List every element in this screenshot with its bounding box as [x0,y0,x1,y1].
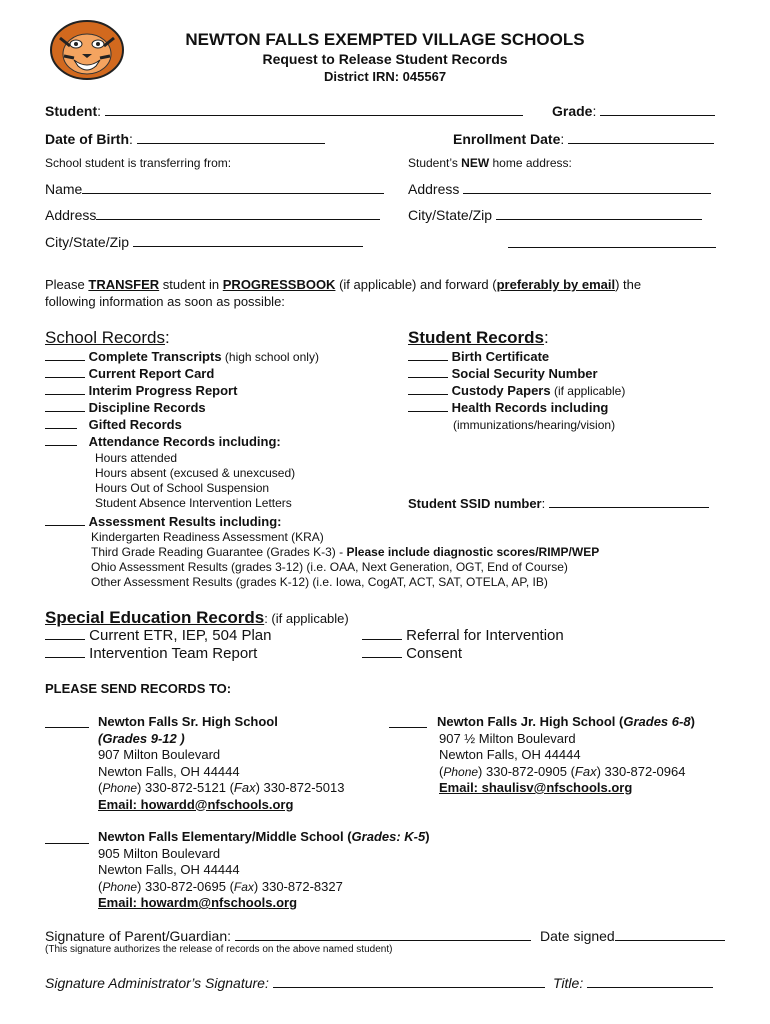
record-label: Current Report Card [88,366,215,381]
elementary-address [98,829,430,912]
elementary-name-text: Newton Falls Elementary/Middle School ( [98,829,352,844]
parent-signature-blank[interactable] [235,939,531,941]
student-record-item[interactable] [408,383,625,400]
record-note: (if applicable) [550,384,626,398]
elementary-email[interactable]: Email: howardm@nfschools.org [98,895,298,910]
school-record-item[interactable] [45,366,319,383]
record-label: Attendance Records including: [88,434,281,449]
grade-blank[interactable] [600,114,715,116]
school-address-label: Address [45,207,97,223]
dob-blank[interactable] [137,142,325,144]
special-ed-label: Intervention Team Report [89,645,258,662]
student-record-item[interactable] [408,366,625,383]
jr-high-email[interactable]: Email: shaulisv@nfschools.org [439,780,633,795]
ssid-label: Student SSID number [408,496,542,511]
high-school-email[interactable]: Email: howardd@nfschools.org [98,796,294,812]
admin-signature-label: Signature Administrator’s Signature: [45,975,269,991]
attendance-sub-item: Hours Out of School Suspension [95,481,270,495]
high-school-grades: (Grades 9-12 ) [98,730,185,746]
enrollment-date-field[interactable]: Enrollment Date: [453,131,714,147]
attendance-sub-item: Hours attended [95,451,178,465]
special-ed-label: Consent [406,645,463,662]
student-record-item[interactable] [408,349,625,366]
phone-label: Phone [102,781,138,795]
fax-number: ) 330-872-0964 [596,763,686,779]
instr-transfer: TRANSFER [88,277,160,292]
instr-p3: (if applicable) and forward ( [335,277,497,292]
school-records-list [45,349,319,451]
home-address-blank[interactable] [463,192,711,194]
school-district-title: NEWTON FALLS EXEMPTED VILLAGE SCHOOLS [185,30,585,49]
phone-number: 330-872-0695 ( [141,878,234,894]
dob-field[interactable]: Date of Birth: [45,131,325,147]
student-records-heading: Student Records: [408,328,549,347]
fax-number: ) 330-872-5013 [255,780,345,795]
parent-signature-field[interactable] [45,928,531,944]
assessment-sub-item: Ohio Assessment Results (grades 3-12) (i.e. OAA, Next Generation, OGT, End of Course) [91,560,568,574]
school-city-blank[interactable] [133,245,363,247]
new-address-bold: NEW [461,156,490,170]
instr-email: preferably by email [496,277,616,292]
jr-high-grades: Grades 6-8 [623,714,691,729]
home-city-line2[interactable] [508,247,716,248]
grade-field[interactable]: Grade: [552,103,715,119]
enrollment-blank[interactable] [568,142,714,144]
school-city-label: City/State/Zip [45,234,130,250]
school-record-item[interactable] [45,349,319,366]
signature-authorization-note: (This signature authorizes the release of records on the above named student) [45,944,393,955]
new-address-label [408,156,572,170]
attendance-sub-item: Hours absent (excused & unexcused) [95,466,296,480]
attendance-sublist [95,451,295,511]
school-address-field[interactable] [45,207,380,223]
special-ed-item[interactable] [45,627,272,645]
school-name-blank[interactable] [82,192,384,194]
admin-signature-field[interactable] [45,975,545,991]
school-record-item[interactable] [45,400,319,417]
record-note: (high school only) [221,350,319,364]
date-signed-blank[interactable] [615,939,725,941]
date-signed-field[interactable] [540,928,725,944]
record-label: Discipline Records [88,400,206,415]
elementary-street: 905 Milton Boulevard [98,845,221,861]
admin-signature-blank[interactable] [273,986,545,988]
record-label: Complete Transcripts [88,349,222,364]
special-ed-left [45,627,272,663]
phone-number: 330-872-5121 ( [141,780,234,795]
record-label: Birth Certificate [451,349,550,364]
student-label: Student [45,103,98,119]
school-name-label: Name [45,181,83,197]
instr-p4: ) the [615,277,642,292]
special-ed-item[interactable] [362,627,564,645]
home-city-field[interactable] [408,207,702,223]
assessment-sub-item: Kindergarten Readiness Assessment (KRA) [91,530,324,544]
record-label: Social Security Number [451,366,598,381]
school-records-title: School Records [45,328,166,347]
record-label: Custody Papers [451,383,551,398]
transferring-from-label: School student is transferring from: [45,156,232,170]
high-school-city: Newton Falls, OH 44444 [98,763,240,779]
title-blank[interactable] [587,986,713,988]
special-ed-title: Special Education Records [45,608,265,627]
elementary-name: Newton Falls Elementary/Middle School (Grades: K-5) [98,829,430,844]
phone-label: Phone [102,879,138,894]
health-records-note: (immunizations/hearing/vision) [453,418,616,432]
assessment-sub-item: Other Assessment Results (grades K-12) (i.e. Iowa, CogAT, ACT, SAT, OTELA, AP, IB) [91,575,548,589]
school-record-item[interactable] [45,417,319,434]
fax-label: Fax [233,879,254,894]
record-label: Gifted Records [88,417,182,432]
new-address-suffix: home address: [489,156,572,170]
special-ed-label: Referral for Intervention [406,627,564,644]
assessment-bold-note: Please include diagnostic scores/RIMP/WEP [346,545,600,559]
student-records-title: Student Records [408,328,545,347]
title-label: Title: [553,975,584,991]
home-address-field[interactable] [408,181,711,197]
record-label: Interim Progress Report [88,383,238,398]
home-address-label: Address [408,181,460,197]
special-ed-heading [45,608,349,628]
instr-p1: Please [45,277,89,292]
instr-p2: student in [159,277,223,292]
elementary-grades: Grades: K-5 [351,829,426,844]
student-record-item[interactable] [408,400,625,417]
fax-number: ) 330-872-8327 [253,878,343,894]
phone-number: 330-872-0905 ( [482,763,575,779]
phone-label: Phone [443,764,479,779]
school-record-item[interactable] [45,434,319,451]
dob-label: Date of Birth [45,131,129,147]
student-field[interactable]: Student: [45,103,523,119]
high-school-street: 907 Milton Boulevard [98,747,221,762]
special-ed-right [362,627,564,663]
instructions-line2: following information as soon as possible: [45,294,285,309]
grade-label: Grade [552,103,593,119]
elementary-blank[interactable] [45,843,89,844]
student-blank[interactable] [105,114,523,116]
instructions-line1 [45,277,641,292]
district-irn: District IRN: 045567 [323,69,447,84]
ssid-blank[interactable] [549,506,709,508]
special-ed-label: Current ETR, IEP, 504 Plan [89,627,272,644]
new-address-prefix: Student’s [408,156,462,170]
high-school-name: Newton Falls Sr. High School [98,714,278,729]
school-records-heading: School Records: [45,328,170,347]
jr-high-city: Newton Falls, OH 44444 [439,747,581,762]
jr-high-address [437,714,695,797]
date-signed-label: Date signed [540,928,615,944]
enrollment-label: Enrollment Date [453,131,561,147]
high-school-phone: (Phone) 330-872-5121 (Fax) 330-872-5013 [98,780,345,795]
elementary-city: Newton Falls, OH 44444 [98,862,240,877]
school-record-item[interactable] [45,383,319,400]
fax-label: Fax [574,763,597,779]
send-records-heading: PLEASE SEND RECORDS TO: [45,681,232,696]
jr-high-name: Newton Falls Jr. High School (Grades 6-8) [437,714,695,729]
school-name-field[interactable] [45,181,384,197]
student-records-list [408,349,625,417]
record-label: Health Records including [451,400,609,415]
parent-signature-label: Signature of Parent/Guardian: [45,928,232,944]
school-city-field[interactable] [45,234,363,250]
ssid-field[interactable]: Student SSID number: [408,496,709,511]
special-ed-item[interactable] [362,645,564,663]
fax-label: Fax [233,780,256,795]
assessment-label: Assessment Results including: [88,514,282,529]
assessment-sub-text: Third Grade Reading Guarantee (Grades K-3) - [91,545,347,559]
jr-high-phone: (Phone) 330-872-0905 (Fax) 330-872-0964 [439,763,686,779]
instr-progressbook: PROGRESSBOOK [222,277,336,292]
high-school-blank[interactable] [45,727,89,728]
form-subtitle: Request to Release Student Records [262,51,508,67]
assessment-sublist [91,530,599,590]
home-city-blank[interactable] [496,218,702,220]
special-ed-item[interactable] [45,645,272,663]
jr-high-blank[interactable] [389,727,427,728]
jr-high-street: 907 ½ Milton Boulevard [439,730,576,746]
special-ed-note: : (if applicable) [264,611,349,626]
school-address-blank[interactable] [96,218,380,220]
home-city-label: City/State/Zip [408,207,493,223]
attendance-sub-item: Student Absence Intervention Letters [95,496,292,510]
elementary-phone: (Phone) 330-872-0695 (Fax) 330-872-8327 [98,878,343,894]
high-school-address [98,714,344,813]
assessment-sub-item [91,545,599,560]
assessment-results-item[interactable] [45,514,282,529]
title-field[interactable] [553,975,713,991]
jr-high-name-text: Newton Falls Jr. High School ( [437,714,624,729]
